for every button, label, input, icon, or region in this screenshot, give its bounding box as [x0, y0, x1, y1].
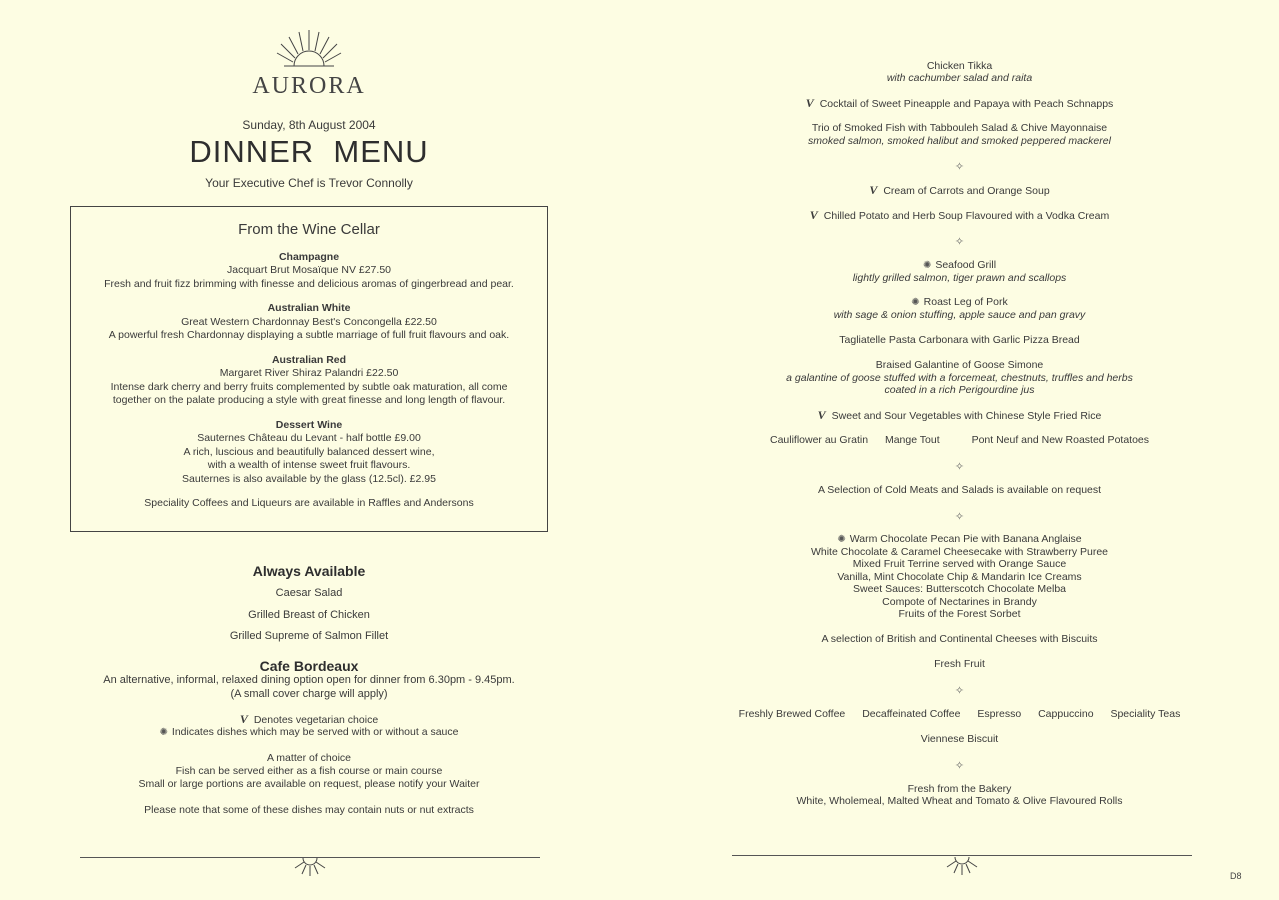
- wine-section-title: Champagne: [278, 250, 340, 263]
- dish-pasta: Tagliatelle Pasta Carbonara with Garlic Pizza Bread: [839, 334, 1080, 346]
- page-title: DINNER MENU: [189, 134, 429, 169]
- wine-heading: From the Wine Cellar: [238, 221, 380, 238]
- divider-diamond-icon: ✧: [954, 685, 965, 697]
- cafe-bordeaux-heading: Cafe Bordeaux: [259, 658, 359, 674]
- choice-line: Fish can be served either as a fish course or main course: [175, 765, 443, 777]
- wine-line: Sauternes Château du Levant - half bottle £9.00: [197, 432, 421, 444]
- wine-line: Margaret River Shiraz Palandri £22.50: [219, 367, 399, 379]
- bakery-rolls: White, Wholemeal, Malted Wheat and Tomato & Olive Flavoured Rolls: [796, 795, 1123, 807]
- dish-name: Cocktail of Sweet Pineapple and Papaya with Peach Schnapps: [819, 98, 1114, 110]
- biscuit-item: Viennese Biscuit: [920, 733, 999, 745]
- sunburst-ornament-icon: [291, 852, 329, 878]
- dish-cocktail: [640, 97, 1279, 111]
- choice-line: Small or large portions are available on request, please notify your Waiter: [138, 778, 480, 790]
- menu-date: Sunday, 8th August 2004: [242, 118, 376, 132]
- fruit-item: Fresh Fruit: [934, 658, 985, 670]
- coffee-item: Espresso: [977, 708, 1022, 720]
- vegetarian-icon: V: [869, 183, 878, 197]
- wine-line: Sauternes is also available by the glass (12.5cl). £2.95: [182, 472, 436, 485]
- wine-line: A rich, luscious and beautifully balanced dessert wine,: [183, 445, 435, 458]
- brand-name: AURORA: [252, 73, 366, 99]
- wine-line: together on the palate producing a style with great finesse and long length of flavour.: [112, 394, 506, 406]
- always-item: Caesar Salad: [275, 587, 343, 599]
- coffee-item: Freshly Brewed Coffee: [738, 708, 846, 720]
- dish-name: Warm Chocolate Pecan Pie with Banana Anglaise: [849, 533, 1082, 545]
- cheese-item: A selection of British and Continental Cheeses with Biscuits: [821, 633, 1098, 645]
- dish-chicken-tikka: Chicken Tikka: [926, 60, 993, 72]
- always-item: Grilled Breast of Chicken: [248, 609, 370, 621]
- sauce-asterisk-icon: ✺: [159, 727, 168, 738]
- dessert-item: Fruits of the Forest Sorbet: [898, 608, 1021, 620]
- bakery-heading: Fresh from the Bakery: [907, 783, 1012, 795]
- divider-diamond-icon: ✧: [954, 760, 965, 772]
- side-dish: Cauliflower au Gratin: [769, 434, 869, 446]
- coffee-options: [640, 708, 1279, 721]
- choice-heading: A matter of choice: [266, 752, 352, 764]
- wine-section-champagne: [71, 251, 547, 292]
- legend-sauce: [0, 726, 618, 740]
- dish-seafood-grill: [640, 259, 1279, 273]
- dish-vegetables: [640, 409, 1279, 423]
- coffee-item: Cappuccino: [1038, 708, 1094, 720]
- aurora-logo: [0, 28, 618, 100]
- dish-name: Sweet and Sour Vegetables with Chinese Style Fried Rice: [831, 410, 1102, 422]
- cafe-bordeaux-line: (A small cover charge will apply): [230, 688, 388, 700]
- dessert-item: [640, 533, 1279, 547]
- dessert-item: Sweet Sauces: Butterscotch Chocolate Melba: [852, 583, 1067, 595]
- side-dishes: [640, 434, 1279, 447]
- vegetarian-icon: V: [809, 208, 818, 222]
- vegetarian-icon: V: [239, 712, 248, 726]
- dish-soup-potato: [640, 209, 1279, 223]
- wine-section-title: Dessert Wine: [275, 418, 343, 431]
- dish-description: coated in a rich Perigourdine jus: [884, 384, 1035, 396]
- sauce-asterisk-icon: ✺: [911, 297, 920, 308]
- wine-section-red: [71, 354, 547, 408]
- dish-description: with sage & onion stuffing, apple sauce and pan gravy: [833, 309, 1086, 321]
- divider-diamond-icon: ✧: [954, 461, 965, 473]
- page-number: D8: [1230, 871, 1242, 881]
- dessert-item: Mixed Fruit Terrine served with Orange Sauce: [852, 558, 1067, 570]
- chef-line: Your Executive Chef is Trevor Connolly: [205, 176, 413, 190]
- nuts-notice: Please note that some of these dishes may contain nuts or nut extracts: [144, 804, 474, 816]
- always-available-heading: Always Available: [252, 563, 366, 579]
- legend-text: Indicates dishes which may be served with or without a sauce: [171, 726, 459, 738]
- dish-description: a galantine of goose stuffed with a forcemeat, chestnuts, truffles and herbs: [786, 372, 1133, 384]
- side-dish: Mange Tout: [884, 434, 940, 446]
- dish-goose: Braised Galantine of Goose Simone: [875, 359, 1044, 371]
- dish-name: Roast Leg of Pork: [923, 296, 1008, 308]
- dish-name: Chilled Potato and Herb Soup Flavoured with a Vodka Cream: [823, 210, 1110, 222]
- dish-trio-smoked-fish: Trio of Smoked Fish with Tabbouleh Salad & Chive Mayonnaise: [811, 122, 1108, 134]
- dessert-item: Compote of Nectarines in Brandy: [882, 596, 1037, 608]
- left-page: [0, 0, 618, 900]
- dish-description: smoked salmon, smoked halibut and smoked peppered mackerel: [808, 135, 1111, 147]
- wine-cellar-box: [70, 206, 548, 532]
- legend-vegetarian: [0, 713, 618, 727]
- sauce-asterisk-icon: ✺: [922, 260, 932, 271]
- wine-section-white: [71, 302, 547, 343]
- cafe-bordeaux-line: An alternative, informal, relaxed dining option open for dinner from 6.30pm - 9.45pm.: [103, 674, 515, 686]
- divider-diamond-icon: ✧: [954, 511, 965, 523]
- sunburst-ornament-icon: [943, 851, 981, 877]
- dish-description: with cachumber salad and raita: [886, 72, 1033, 84]
- always-item: Grilled Supreme of Salmon Fillet: [229, 630, 389, 642]
- sunburst-logo-icon: [274, 28, 344, 70]
- wine-section-title: Australian White: [267, 302, 351, 314]
- dessert-item: White Chocolate & Caramel Cheesecake with Strawberry Puree: [810, 546, 1109, 558]
- sauce-asterisk-icon: ✺: [837, 534, 846, 545]
- divider-diamond-icon: ✧: [954, 236, 965, 248]
- dessert-item: Vanilla, Mint Chocolate Chip & Mandarin Ice Creams: [837, 571, 1082, 583]
- dish-soup-carrot: [640, 184, 1279, 198]
- wine-section-dessert: [71, 419, 547, 487]
- side-dish: Pont Neuf and New Roasted Potatoes: [971, 434, 1150, 446]
- wine-footer: Speciality Coffees and Liqueurs are available in Raffles and Andersons: [144, 497, 474, 509]
- dish-name: Cream of Carrots and Orange Soup: [883, 185, 1050, 197]
- cold-meats: A Selection of Cold Meats and Salads is available on request: [817, 484, 1102, 496]
- vegetarian-icon: V: [805, 96, 814, 110]
- dish-description: lightly grilled salmon, tiger prawn and scallops: [852, 272, 1067, 284]
- vegetarian-icon: V: [817, 408, 826, 422]
- wine-line: A powerful fresh Chardonnay displaying a subtle marriage of full fruit flavours and oak.: [108, 329, 510, 341]
- legend-text: Denotes vegetarian choice: [253, 714, 379, 726]
- wine-line: Fresh and fruit fizz brimming with finesse and delicious aromas of gingerbread and pear.: [104, 277, 514, 290]
- coffee-item: Speciality Teas: [1110, 708, 1181, 720]
- wine-line: Jacquart Brut Mosaïque NV £27.50: [226, 264, 391, 276]
- right-page: [640, 0, 1279, 900]
- dish-name: Seafood Grill: [935, 259, 997, 271]
- wine-section-title: Australian Red: [271, 353, 347, 366]
- wine-line: with a wealth of intense sweet fruit flavours.: [207, 459, 411, 471]
- divider-diamond-icon: ✧: [954, 161, 965, 173]
- wine-line: Intense dark cherry and berry fruits complemented by subtle oak maturation, all come: [110, 380, 508, 393]
- coffee-item: Decaffeinated Coffee: [862, 708, 961, 720]
- wine-line: Great Western Chardonnay Best's Concongella £22.50: [181, 315, 437, 328]
- dish-roast-pork: [640, 296, 1279, 310]
